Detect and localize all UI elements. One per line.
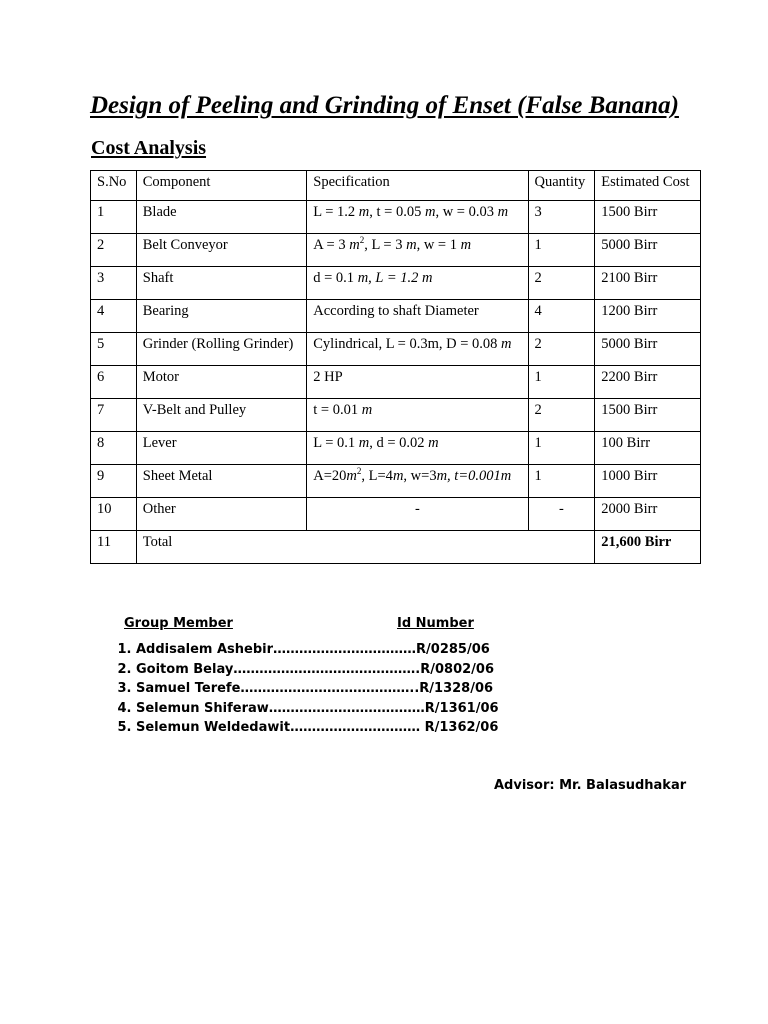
- cell-specification: -: [307, 498, 528, 531]
- cell-specification: [307, 399, 528, 432]
- spec-part: m: [501, 336, 512, 352]
- cell-component: Bearing: [136, 300, 307, 333]
- cell-quantity: 2: [528, 333, 595, 366]
- table-row: [91, 498, 701, 531]
- table-row: [91, 465, 701, 498]
- cell-sno: 2: [91, 234, 137, 267]
- table-row: [91, 267, 701, 300]
- cell-quantity: 2: [528, 399, 595, 432]
- cell-cost: 1000 Birr: [595, 465, 701, 498]
- list-item: 2. Goitom Belay…………………………………….R/0802/06: [136, 662, 499, 682]
- cell-specification: According to shaft Diameter: [307, 300, 528, 333]
- cell-total-cost: 21,600 Birr: [595, 531, 701, 564]
- cost-table: [90, 170, 701, 564]
- spec-part: m: [406, 237, 417, 253]
- cell-component: Motor: [136, 366, 307, 399]
- cell-component: Sheet Metal: [136, 465, 307, 498]
- cell-cost: 1500 Birr: [595, 201, 701, 234]
- table-total-row: [91, 531, 701, 564]
- spec-part: 2: [356, 466, 362, 477]
- group-member-list: [110, 642, 499, 740]
- table-row: [91, 201, 701, 234]
- cell-specification: 2 HP: [307, 366, 528, 399]
- header-sno: S.No: [91, 171, 137, 201]
- document-title: Design of Peeling and Grinding of Enset (False Banana): [90, 92, 679, 119]
- cell-specification: [307, 333, 528, 366]
- spec-part: , w=3: [403, 468, 437, 484]
- cell-specification: [307, 201, 528, 234]
- spec-part: A=20: [313, 468, 347, 484]
- cell-specification: [307, 432, 528, 465]
- cell-sno: 8: [91, 432, 137, 465]
- cell-cost: 5000 Birr: [595, 234, 701, 267]
- cell-component: Other: [136, 498, 307, 531]
- cell-sno: 5: [91, 333, 137, 366]
- cell-component: Belt Conveyor: [136, 234, 307, 267]
- group-member-heading: Group Member: [124, 616, 233, 631]
- group-members-header: [110, 616, 499, 638]
- spec-part: , L = 3: [364, 237, 407, 253]
- list-item: 4. Selemun Shiferaw………………………………R/1361/06: [136, 701, 499, 721]
- spec-part: L = 1.2: [313, 204, 359, 220]
- spec-part: m: [361, 402, 373, 418]
- cell-quantity: -: [528, 498, 595, 531]
- spec-part: , d = 0.02: [369, 435, 429, 451]
- cell-component: V-Belt and Pulley: [136, 399, 307, 432]
- cell-cost: 2100 Birr: [595, 267, 701, 300]
- spec-part: m: [358, 435, 370, 451]
- cell-sno: 11: [91, 531, 137, 564]
- section-heading: Cost Analysis: [91, 137, 207, 159]
- spec-part: ,: [368, 270, 376, 286]
- cell-cost: 100 Birr: [595, 432, 701, 465]
- table-row: [91, 432, 701, 465]
- cell-cost: 1200 Birr: [595, 300, 701, 333]
- spec-part: m: [358, 204, 370, 220]
- cell-sno: 3: [91, 267, 137, 300]
- table-row: [91, 300, 701, 333]
- spec-part: d = 0.1: [313, 270, 358, 286]
- cell-cost: 2200 Birr: [595, 366, 701, 399]
- cell-sno: 7: [91, 399, 137, 432]
- cell-total-label: Total: [136, 531, 595, 564]
- spec-part: m: [349, 237, 360, 253]
- cell-specification: [307, 234, 528, 267]
- spec-part: L = 1.2 m: [375, 270, 433, 286]
- table-row: [91, 366, 701, 399]
- list-item: 1. Addisalem Ashebir……………………………R/0285/06: [136, 642, 499, 662]
- spec-part: A = 3: [313, 237, 350, 253]
- cell-cost: 1500 Birr: [595, 399, 701, 432]
- spec-part: m: [460, 237, 472, 253]
- spec-part: t = 0.01: [313, 402, 362, 418]
- group-members-section: [110, 616, 499, 740]
- spec-part: L = 0.1: [313, 435, 359, 451]
- cell-quantity: 1: [528, 465, 595, 498]
- spec-part: , w = 0.03: [435, 204, 498, 220]
- cell-specification: [307, 267, 528, 300]
- cell-sno: 1: [91, 201, 137, 234]
- cell-specification: [307, 465, 528, 498]
- cell-sno: 10: [91, 498, 137, 531]
- spec-part: m: [497, 204, 509, 220]
- spec-part: , t = 0.05: [369, 204, 425, 220]
- cell-quantity: 1: [528, 366, 595, 399]
- cell-quantity: 4: [528, 300, 595, 333]
- spec-part: m: [428, 435, 439, 451]
- header-estimated-cost: Estimated Cost: [595, 171, 701, 201]
- header-quantity: Quantity: [528, 171, 595, 201]
- cell-component: Blade: [136, 201, 307, 234]
- cell-cost: 2000 Birr: [595, 498, 701, 531]
- cell-component: Grinder (Rolling Grinder): [136, 333, 307, 366]
- table-row: [91, 399, 701, 432]
- cell-sno: 9: [91, 465, 137, 498]
- cell-quantity: 2: [528, 267, 595, 300]
- cell-sno: 4: [91, 300, 137, 333]
- header-component: Component: [136, 171, 307, 201]
- list-item: 3. Samuel Terefe…………………………………..R/1328/06: [136, 681, 499, 701]
- table-row: [91, 234, 701, 267]
- header-specification: Specification: [307, 171, 528, 201]
- advisor-line: Advisor: Mr. Balasudhakar: [494, 778, 687, 793]
- spec-part: Cylindrical, L = 0.3m, D = 0.08: [313, 336, 502, 352]
- cell-quantity: 1: [528, 234, 595, 267]
- table-row: [91, 333, 701, 366]
- spec-part: , L=4: [361, 468, 393, 484]
- spec-part: , w = 1: [416, 237, 461, 253]
- cell-quantity: 1: [528, 432, 595, 465]
- spec-part: 2: [359, 235, 365, 246]
- list-item: 5. Selemun Weldedawit………………………… R/1362/06: [136, 720, 499, 740]
- cell-sno: 6: [91, 366, 137, 399]
- table-header-row: [91, 171, 701, 201]
- spec-part: m: [424, 204, 436, 220]
- cell-component: Lever: [136, 432, 307, 465]
- spec-part: m: [357, 270, 369, 286]
- spec-part: m, t=0.001m: [436, 468, 512, 484]
- spec-part: m: [346, 468, 357, 484]
- cell-quantity: 3: [528, 201, 595, 234]
- spec-part: m: [392, 468, 404, 484]
- id-number-heading: Id Number: [397, 616, 474, 631]
- cell-cost: 5000 Birr: [595, 333, 701, 366]
- cell-component: Shaft: [136, 267, 307, 300]
